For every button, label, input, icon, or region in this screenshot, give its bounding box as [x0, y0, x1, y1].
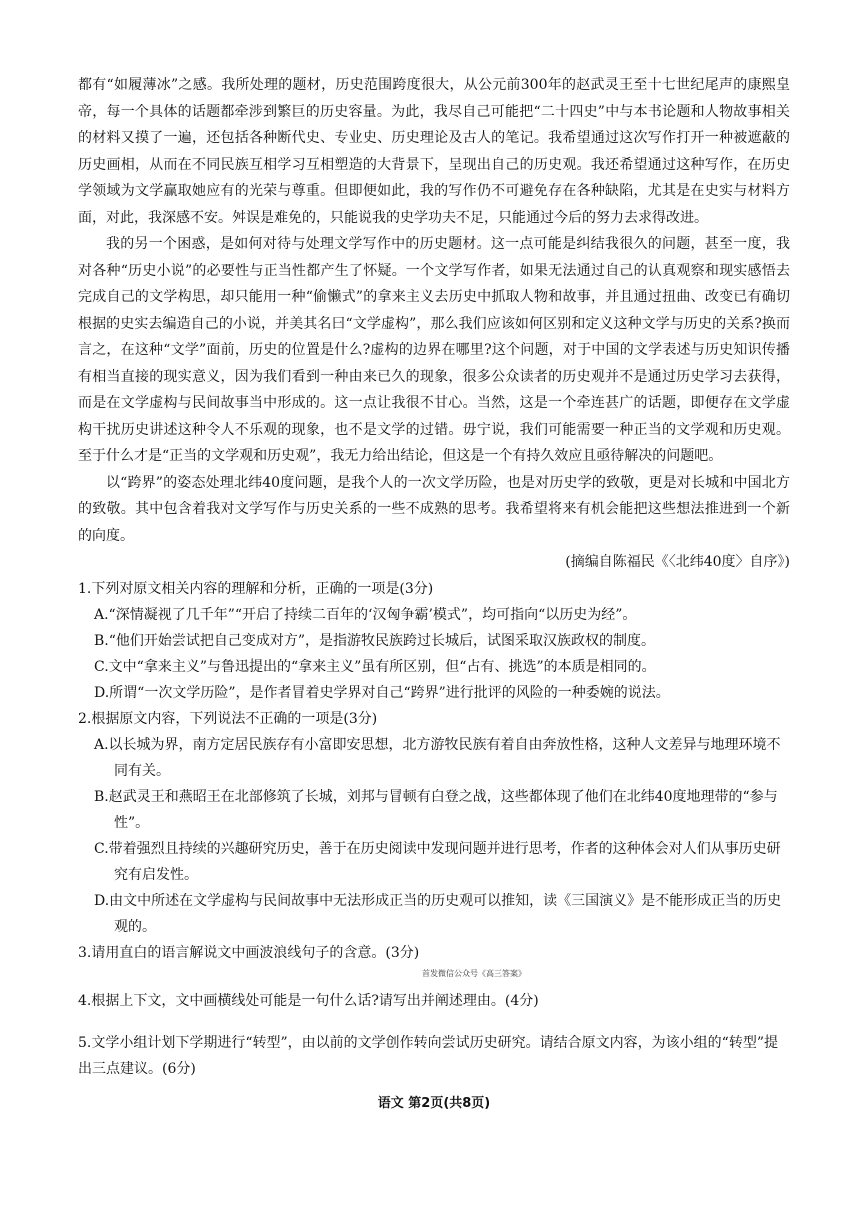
- question-stem: 5.文学小组计划下学期进行“转型”，由以前的文学创作转向尝试历史研究。请结合原文内容，为该小组的“转型”提出三点建议。(6分): [78, 1034, 778, 1077]
- option-a: A.以长城为界，南方定居民族存有小富即安思想，北方游牧民族有着自由奔放性格，这种人文差异与地理环境不同有关。: [94, 736, 781, 779]
- option-c: C.带着强烈且持续的兴趣研究历史，善于在历史阅读中发现问题并进行思考，作者的这种体会对人们从事历史研究有启发性。: [94, 840, 781, 883]
- answer-space: [78, 1014, 790, 1030]
- option-b: B.“他们开始尝试把自己变成对方”，是指游牧民族跨过长城后，试图采取汉族政权的制度。: [94, 632, 656, 649]
- question-stem: 1.下列对原文相关内容的理解和分析，正确的一项是(3分): [78, 580, 434, 597]
- option-b: B.赵武灵王和燕昭王在北部修筑了长城，刘邦与冒顿有白登之战，这些都体现了他们在北纬40度地理带的“参与性”。: [94, 788, 778, 831]
- question-stem: 4.根据上下文，文中画横线处可能是一句什么话?请写出并阐述理由。(4分): [78, 992, 539, 1009]
- paragraph-3: 以“跨界”的姿态处理北纬40度问题，是我个人的一次文学历险，也是对历史学的致敬，更是对长城和中国北方的致敬。其中包含着我对文学写作与历史关系的一些不成熟的思考。我希望将来有机会能把这些想法推进到一个新的向度。: [78, 474, 790, 544]
- question-stem: 2.根据原文内容，下列说法不正确的一项是(3分): [78, 710, 378, 727]
- option-c: C.文中“拿来主义”与鲁迅提出的“拿来主义”虽有所区别，但“占有、挑选”的本质是相同的。: [94, 658, 656, 675]
- page-content: [78, 72, 790, 1082]
- option-d: D.由文中所述在文学虚构与民间故事中无法形成正当的历史观可以推知，读《三国演义》是不能形成正当的历史观的。: [94, 892, 782, 935]
- option-d: D.所谓“一次文学历险”，是作者冒着史学界对自己“跨界”进行批评的风险的一种委婉的说法。: [94, 684, 670, 701]
- watermark-text: 首发微信公众号《高三答案》: [422, 968, 526, 978]
- page-footer: 语文 第2页(共8页): [377, 1096, 491, 1111]
- paragraph-1: 都有“如履薄冰”之感。我所处理的题材，历史范围跨度很大，从公元前300年的赵武灵王至十七世纪尾声的康熙皇帝，每一个具体的话题都牵涉到繁巨的历史容量。为此，我尽自己可能把“二十四史”中与本书论题和人物故事相关的材料又摸了一遍，还包括各种断代史、专业史、历史理论及古人的笔记。我希望通过这次写作打开一种被遮蔽的历史画相，从而在不同民族互相学习互相塑造的大背景下，呈现出自己的历史观。我还希望通过这种写作，在历史学领域为文学赢取她应有的光荣与尊重。但即便如此，我的写作仍不可避免存在各种缺陷，尤其是在史实与材料方面，对此，我深感不安。舛误是难免的，只能说我的史学功夫不足，只能通过今后的努力去求得改进。: [78, 77, 790, 226]
- question-stem: 3.请用直白的语言解说文中画波浪线句子的含意。(3分): [78, 944, 420, 961]
- option-a: A.“深情凝视了几千年”“开启了持续二百年的‘汉匈争霸’模式”，均可指向“以历史为经”。: [94, 606, 637, 623]
- question-3: [78, 940, 790, 966]
- question-2: [78, 706, 790, 940]
- paragraph-2: 我的另一个困惑，是如何对待与处理文学写作中的历史题材。这一点可能是纠结我很久的问题，甚至一度，我对各种“历史小说”的必要性与正当性都产生了怀疑。一个文学写作者，如果无法通过自己的认真观察和现实感悟去完成自己的文学构思，却只能用一种“偷懒式”的拿来主义去历史中抓取人物和故事，并且通过扭曲、改变已有确切根据的史实去编造自己的小说，并美其名曰“文学虚构”，那么我们应该如何区别和定义这种文学与历史的关系?换而言之，在这种“文学”面前，历史的位置是什么?虚构的边界在哪里?这个问题，对于中国的文学表述与历史知识传播有相当直接的现实意义，因为我们看到一种由来已久的现象，很多公众读者的历史观并不是通过历史学习去获得，而是在文学虚构与民间故事当中形成的。这一点让我很不甘心。当然，这是一个牵连甚广的话题，即便存在文学虚构干扰历史讲述这种令人不乐观的现象，也不是文学的过错。毋宁说，我们可能需要一种正当的文学观和历史观。至于什么才是“正当的文学观和历史观”，我无力给出结论，但这是一个有持久效应且亟待解决的问题吧。: [78, 236, 790, 464]
- question-4: [78, 988, 790, 1014]
- question-1: [78, 576, 790, 706]
- question-5: [78, 1030, 790, 1082]
- source-citation: (摘编自陈福民《〈北纬40度〉自序》): [565, 554, 790, 570]
